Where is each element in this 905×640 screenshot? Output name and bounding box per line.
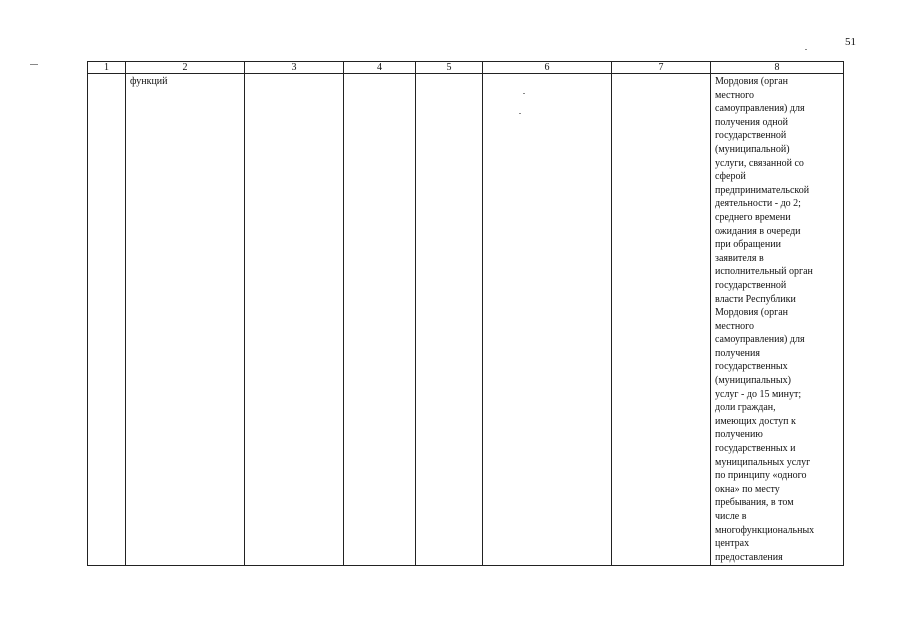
scan-speck (30, 64, 38, 65)
header-row (88, 62, 844, 74)
cell-text (612, 74, 710, 75)
cell-col-1 (88, 74, 126, 566)
cell-text: Мордовия (орган местного самоуправления) для получения одной государственной (муниципальной) услуги, связанной со сферой предпринимательской деятельности - до 2; среднего времени ожидания в очереди при обращении заявителя в исполнительный орган государственной власти Республики Мордовия (орган местного самоуправления) для получения государственных (муниципальных) услуг - до 15 минут; доли граждан, имеющих доступ к получению государственных и муниципальных услуг по принципу «одного окна» по месту пребывания, в том числе в многофункциональных центрах предоставления (715, 76, 815, 563)
table-row (88, 74, 844, 566)
cell-text (416, 74, 482, 75)
cell-col-6 (483, 74, 612, 566)
cell-col-2 (126, 74, 245, 566)
column-header-5: 5 (416, 62, 483, 74)
cell-col-3 (245, 74, 344, 566)
scan-speck (805, 49, 807, 50)
column-header-1: 1 (88, 62, 126, 74)
cell-text (88, 74, 125, 75)
cell-text (344, 74, 415, 75)
column-header-6: 6 (483, 62, 612, 74)
column-header-8: 8 (711, 62, 844, 74)
cell-text: функций (130, 76, 168, 87)
cell-col-7 (612, 74, 711, 566)
column-header-4: 4 (344, 62, 416, 74)
column-header-3: 3 (245, 62, 344, 74)
cell-text (483, 74, 611, 75)
data-table (87, 61, 844, 566)
cell-text (245, 74, 343, 75)
column-header-2: 2 (126, 62, 245, 74)
page-number: 51 (845, 36, 856, 48)
cell-col-4 (344, 74, 416, 566)
cell-col-5 (416, 74, 483, 566)
column-header-7: 7 (612, 62, 711, 74)
cell-col-8 (711, 74, 844, 566)
